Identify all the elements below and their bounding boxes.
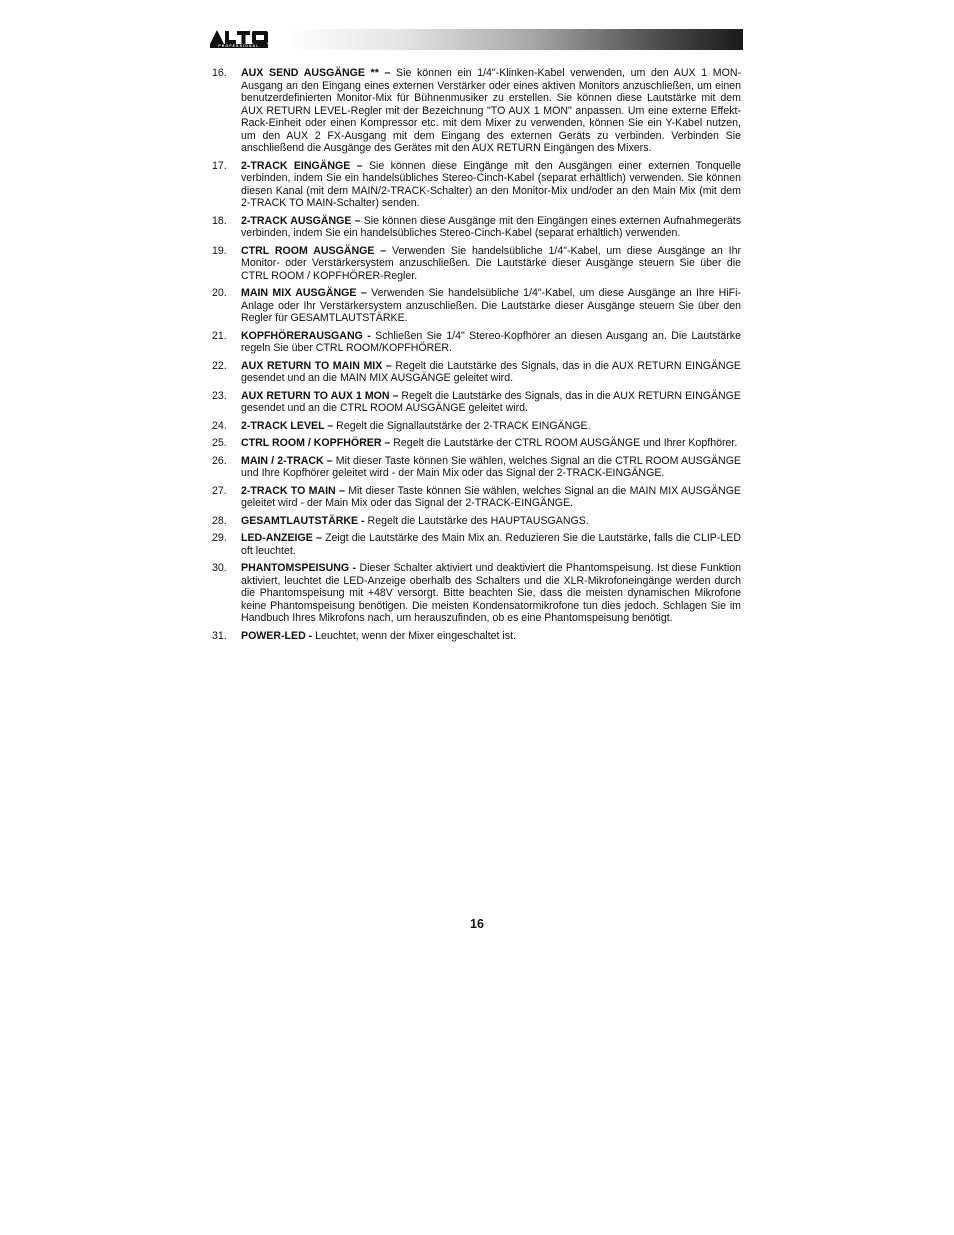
list-item xyxy=(212,160,741,210)
item-number: 28. xyxy=(212,514,227,527)
item-description: Regelt die Lautstärke des HAUPTAUSGANGS. xyxy=(364,514,589,527)
item-term: 2-TRACK AUSGÄNGE – xyxy=(241,214,361,227)
item-description: Verwenden Sie handelsübliche 1/4"-Kabel, um diese Ausgänge an Ihre HiFi-Anlage oder Ihr Verstärkersystem anzuschließen. Die Lautstärke dieser Ausgänge steuern Sie über den Regler für GESAMTLAUTSTÄRKE. xyxy=(241,287,741,324)
item-description: Mit dieser Taste können Sie wählen, welches Signal an die MAIN MIX AUSGÄNGE geleitet wird - der Main Mix oder das Signal der 2-TRACK-EINGÄNGE. xyxy=(241,484,741,509)
item-number: 27. xyxy=(212,484,227,497)
item-term: MAIN / 2-TRACK – xyxy=(241,454,333,467)
item-term: MAIN MIX AUSGÄNGE – xyxy=(241,287,367,299)
item-description: Regelt die Lautstärke des Signals, das in die AUX RETURN EINGÄNGE gesendet und an die CTRL ROOM AUSGÄNGE geleitet wird. xyxy=(241,389,741,414)
item-term: CTRL ROOM AUSGÄNGE – xyxy=(241,244,387,257)
item-number: 29. xyxy=(212,532,227,544)
item-number: 20. xyxy=(212,287,227,299)
item-number: 18. xyxy=(212,214,227,227)
item-term: AUX RETURN TO AUX 1 MON – xyxy=(241,389,399,402)
item-description: Verwenden Sie handelsübliche 1/4"-Kabel, um diese Ausgänge an Ihr Monitor- oder Verstärkersystem anzuschließen. Die Lautstärke dieser Ausgänge steuern Sie über die CTRL ROOM / KOPFHÖRER-Regler. xyxy=(241,244,741,282)
page-number: 16 xyxy=(470,917,484,931)
page-header-bar xyxy=(210,29,743,50)
item-description: Regelt die Lautstärke der CTRL ROOM AUSGÄNGE und Ihrer Kopfhörer. xyxy=(390,437,738,449)
item-term: POWER-LED - xyxy=(241,629,313,642)
list-item xyxy=(212,562,741,625)
list-item xyxy=(212,215,741,240)
list-item xyxy=(212,455,741,480)
item-number: 26. xyxy=(212,454,227,467)
alto-logo-subtext xyxy=(210,44,268,48)
alto-logo-mark xyxy=(210,30,268,44)
list-item xyxy=(212,287,741,325)
item-list xyxy=(212,67,741,647)
item-term: 2-TRACK TO MAIN – xyxy=(241,484,345,497)
item-description: Leuchtet, wenn der Mixer eingeschaltet ist. xyxy=(312,629,516,642)
item-description: Schließen Sie 1/4" Stereo-Kopfhörer an diesen Ausgang an. Die Lautstärke regeln Sie über CTRL ROOM/KOPFHÖRER. xyxy=(241,329,741,354)
list-item xyxy=(212,390,741,415)
list-item xyxy=(212,437,741,450)
item-number: 30. xyxy=(212,562,227,574)
item-description: Sie können diese Eingänge mit den Ausgängen einer externen Tonquelle verbinden, indem Sie ein handelsübliches Stereo-Cinch-Kabel (separat erhältlich) verwenden. Sie können diesen Kanal (mit dem MAIN/2-TRACK-Schalter) an den Monitor-Mix und/oder an den Main Mix (mit dem 2-TRACK TO MAIN-Schalter) senden. xyxy=(241,159,742,209)
item-number: 24. xyxy=(212,419,227,432)
list-item xyxy=(212,532,741,557)
item-number: 21. xyxy=(212,329,227,342)
list-item xyxy=(212,485,741,510)
item-description: Regelt die Lautstärke des Signals, das in die AUX RETURN EINGÄNGE gesendet und an die MAIN MIX AUSGÄNGE geleitet wird. xyxy=(241,359,741,384)
list-item xyxy=(212,360,741,385)
item-description: Sie können diese Ausgänge mit den Eingängen eines externen Aufnahmegeräts verbinden, indem Sie ein handelsübliches Stereo-Cinch-Kabel (separat erhältlich) verwenden. xyxy=(241,214,741,239)
alto-logo xyxy=(210,29,270,50)
item-number: 23. xyxy=(212,389,227,402)
item-term: PHANTOMSPEISUNG - xyxy=(241,562,357,574)
item-term: AUX RETURN TO MAIN MIX – xyxy=(241,359,392,372)
item-description: Dieser Schalter aktiviert und deaktiviert die Phantomspeisung. Ist diese Funktion aktiviert, leuchtet die LED-Anzeige oberhalb des Schalters und die XLR-Mikrofoneingänge werden durch die Phantomspeisung mit +48V versorgt. Bitte beachten Sie, dass die meisten dynamischen Mikrofone keine Phantomspeisung benötigen. Die meisten Kondensatormikrofone tun dies jedoch. Schlagen Sie im Handbuch Ihres Mikrofons nach, um herauszufinden, ob es eine Phantomspeisung benötigt. xyxy=(241,562,741,624)
item-term: CTRL ROOM / KOPFHÖRER – xyxy=(241,437,391,449)
item-term: 2-TRACK LEVEL – xyxy=(241,419,334,432)
list-item xyxy=(212,630,741,643)
item-term: 2-TRACK EINGÄNGE – xyxy=(241,159,363,172)
item-number: 16. xyxy=(212,67,227,79)
item-term: LED-ANZEIGE – xyxy=(241,532,322,544)
item-description: Regelt die Signallautstärke der 2-TRACK EINGÄNGE. xyxy=(333,419,591,432)
item-number: 31. xyxy=(212,629,227,642)
item-description: Sie können ein 1/4"-Klinken-Kabel verwenden, um den AUX 1 MON-Ausgang an den Eingang eines externen Verstärker oder eines aktiven Monitors anzuschließen, um einen benutzerdefinierten Monitor-Mix für Bühnenmusiker zu erstellen. Sie können diese Lautstärke mit dem AUX RETURN LEVEL-Regler mit der Bezeichnung "TO AUX 1 MON" anpassen. Um eine externe Effekt-Rack-Einheit oder einen Kompressor etc. mit dem Mixer zu verwenden, können Sie ein Y-Kabel nutzen, um den AUX 2 FX-Ausgang mit dem Eingang des externen Geräts zu verbinden. Verbinden Sie anschließend die Ausgänge des Gerätes mit den AUX RETURN Eingängen des Mixers. xyxy=(241,67,741,154)
item-term: GESAMTLAUTSTÄRKE - xyxy=(241,514,365,527)
list-item xyxy=(212,420,741,433)
item-number: 17. xyxy=(212,159,227,172)
item-description: Mit dieser Taste können Sie wählen, welches Signal an die CTRL ROOM AUSGÄNGE und Ihre Kopfhörer geleitet wird - der Main Mix oder das Signal der 2-TRACK-EINGÄNGE. xyxy=(241,454,741,479)
item-number: 22. xyxy=(212,359,227,372)
item-term: KOPFHÖRERAUSGANG - xyxy=(241,329,371,342)
item-term: AUX SEND AUSGÄNGE ** – xyxy=(241,67,391,79)
item-number: 25. xyxy=(212,437,227,449)
list-item xyxy=(212,67,741,155)
logo-subtext: PROFESSIONAL xyxy=(218,44,260,48)
list-item xyxy=(212,245,741,283)
list-item xyxy=(212,515,741,528)
item-number: 19. xyxy=(212,244,227,257)
list-item xyxy=(212,330,741,355)
item-description: Zeigt die Lautstärke des Main Mix an. Reduzieren Sie die Lautstärke, falls die CLIP-LED oft leuchtet. xyxy=(241,532,741,557)
